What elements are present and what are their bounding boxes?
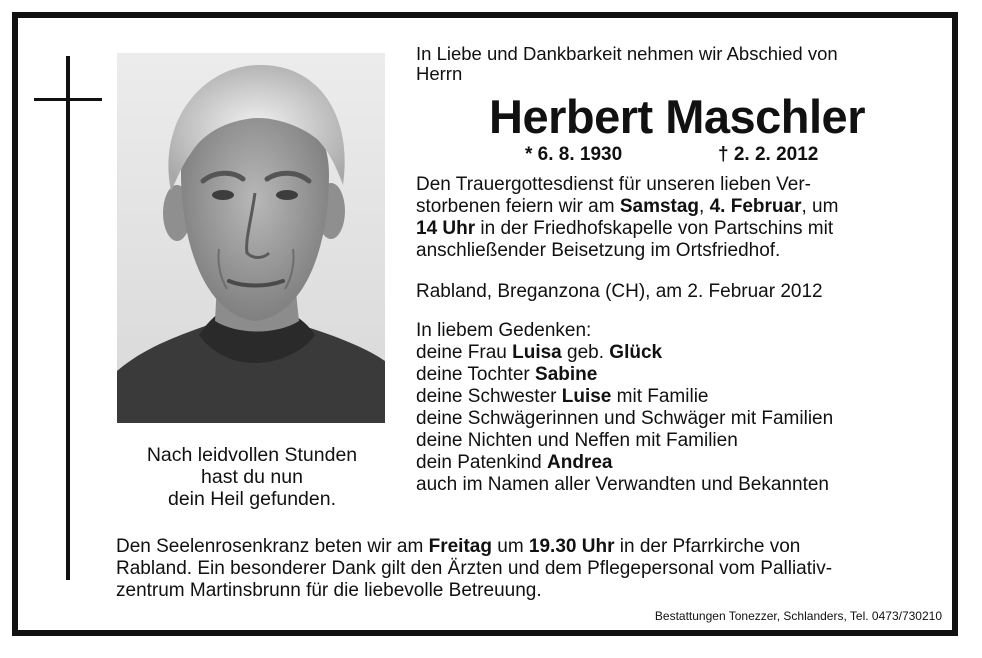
service-line: storbenen feiern wir am Samstag, 4. Februar, um [416, 196, 839, 217]
rosary-time: 19.30 Uhr [528, 536, 615, 557]
intro-text [416, 44, 946, 84]
list-item: deine Nichten und Neffen mit Familien [416, 430, 738, 451]
deceased-name: Herbert Maschler [489, 90, 865, 143]
list-item: dein Patenkind Andrea [416, 452, 613, 473]
poem-line: dein Heil gefunden. [167, 488, 337, 510]
rosary-and-thanks-text [116, 536, 938, 602]
service-day: Samstag [619, 196, 700, 217]
rosary-line: Rabland. Ein besonderer Dank gilt den Ärzten und dem Pflegepersonal vom Palliativ- [116, 558, 833, 579]
place-and-date: Rabland, Breganzona (CH), am 2. Februar 2012 [416, 281, 823, 302]
service-time: 14 Uhr [416, 218, 476, 239]
birth-date: * 6. 8. 1930 [525, 144, 623, 165]
poem-line: hast du nun [201, 466, 303, 488]
mourners-heading: In liebem Gedenken: [416, 320, 592, 341]
rosary-line: zentrum Martinsbrunn für die liebevolle Betreuung. [116, 580, 542, 601]
poem [110, 444, 394, 510]
funeral-home-credit: Bestattungen Tonezzer, Schlanders, Tel. 0473/730210 [654, 609, 942, 623]
list-item: deine Tochter Sabine [416, 364, 598, 385]
cross-icon-horizontal [34, 98, 102, 101]
list-item: deine Frau Luisa geb. Glück [416, 342, 663, 363]
list-item: deine Schwägerinnen und Schwäger mit Familien [416, 408, 834, 429]
service-line: Den Trauergottesdienst für unseren lieben Ver- [416, 174, 812, 195]
poem-line: Nach leidvollen Stunden [146, 444, 358, 466]
service-line: 14 Uhr in der Friedhofskapelle von Partschins mit [416, 218, 834, 239]
service-date: 4. Februar [709, 196, 802, 217]
rosary-day: Freitag [428, 536, 492, 557]
mourners-list [416, 320, 946, 496]
cross-icon-vertical [66, 56, 70, 580]
service-line: anschließender Beisetzung im Ortsfriedhof. [416, 240, 781, 261]
death-date: † 2. 2. 2012 [718, 144, 819, 165]
intro-line: In Liebe und Dankbarkeit nehmen wir Abschied von [416, 43, 838, 64]
list-item: auch im Namen aller Verwandten und Bekannten [416, 474, 829, 495]
list-item: deine Schwester Luise mit Familie [416, 386, 709, 407]
rosary-line: Den Seelenrosenkranz beten wir am Freitag um 19.30 Uhr in der Pfarrkirche von [116, 536, 801, 557]
intro-line: Herrn [416, 63, 463, 84]
funeral-service-text [416, 174, 938, 262]
portrait-photo [117, 53, 385, 423]
